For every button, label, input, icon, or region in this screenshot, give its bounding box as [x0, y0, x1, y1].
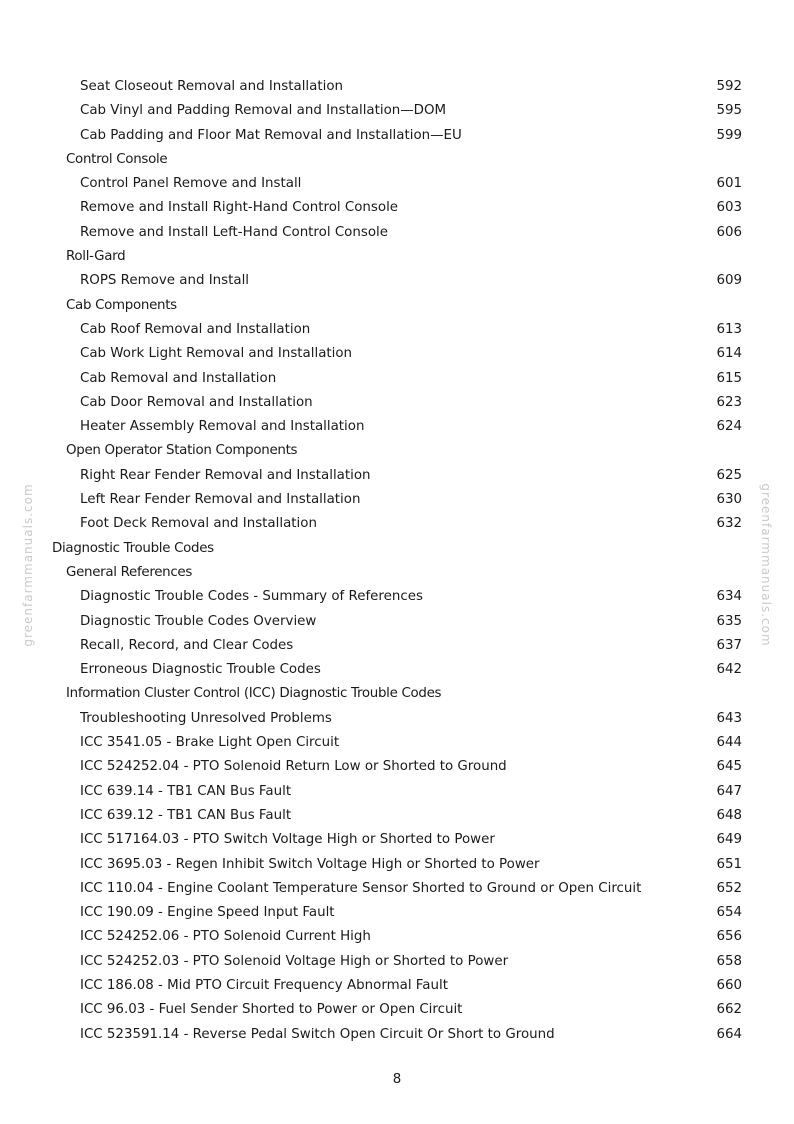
toc-entry[interactable] [0, 877, 794, 901]
toc-entry-page-number: 660 [716, 977, 742, 993]
toc-section-heading [0, 148, 794, 172]
toc-entry-title: ICC 517164.03 - PTO Switch Voltage High or Shorted to Power [80, 832, 495, 848]
toc-entry-page-number: 630 [716, 492, 742, 508]
toc-entry[interactable] [0, 391, 794, 415]
toc-entry[interactable] [0, 998, 794, 1022]
toc-entry-title: Diagnostic Trouble Codes Overview [80, 613, 317, 629]
toc-entry[interactable] [0, 610, 794, 634]
toc-entry[interactable] [0, 367, 794, 391]
toc-entry-page-number: 656 [716, 929, 742, 945]
toc-section-heading [0, 561, 794, 585]
toc-entry-title: ICC 524252.04 - PTO Solenoid Return Low or Shorted to Ground [80, 759, 507, 775]
toc-entry-page-number: 599 [716, 127, 742, 143]
toc-entry-title: ICC 639.14 - TB1 CAN Bus Fault [80, 783, 292, 799]
toc-entry[interactable] [0, 755, 794, 779]
toc-entry-page-number: 637 [716, 637, 742, 653]
toc-entry-page-number: 654 [716, 905, 742, 921]
toc-entry[interactable] [0, 464, 794, 488]
toc-entry-title: ICC 96.03 - Fuel Sender Shorted to Power or Open Circuit [80, 1002, 463, 1018]
toc-entry-page-number: 651 [716, 856, 742, 872]
toc-entry-title: Right Rear Fender Removal and Installation [80, 467, 371, 483]
toc-section-heading [0, 537, 794, 561]
toc-entry-page-number: 592 [716, 79, 742, 94]
toc-entry[interactable] [0, 974, 794, 998]
toc-entry[interactable] [0, 828, 794, 852]
toc-entry-title: Information Cluster Control (ICC) Diagnostic Trouble Codes [66, 686, 442, 702]
toc-entry-page-number: 658 [716, 953, 742, 969]
toc-entry-title: Roll-Gard [66, 249, 126, 265]
toc-entry-page-number: 595 [716, 103, 742, 119]
toc-entry[interactable] [0, 269, 794, 293]
toc-section-heading [0, 682, 794, 706]
toc-entry-page-number: 634 [716, 589, 742, 605]
toc-entry[interactable] [0, 124, 794, 148]
toc-entry-page-number: 645 [716, 759, 742, 775]
toc-entry[interactable] [0, 75, 794, 99]
toc-entry-title: Remove and Install Right-Hand Control Console [80, 200, 399, 216]
toc-entry-title: ICC 523591.14 - Reverse Pedal Switch Open Circuit Or Short to Ground [80, 1026, 555, 1042]
toc-entry[interactable] [0, 1023, 794, 1047]
toc-entry-page-number: 644 [716, 735, 742, 751]
toc-entry[interactable] [0, 853, 794, 877]
toc-entry[interactable] [0, 804, 794, 828]
toc-entry-page-number: 606 [716, 224, 742, 240]
toc-entry-title: Cab Work Light Removal and Installation [80, 346, 353, 362]
toc-entry-title: Erroneous Diagnostic Trouble Codes [80, 662, 321, 678]
toc-entry-title: Troubleshooting Unresolved Problems [80, 710, 332, 726]
toc-entry[interactable] [0, 512, 794, 536]
toc-entry-title: Remove and Install Left-Hand Control Console [80, 224, 388, 240]
toc-entry[interactable] [0, 318, 794, 342]
table-of-contents [0, 75, 794, 1047]
toc-entry[interactable] [0, 342, 794, 366]
toc-entry[interactable] [0, 488, 794, 512]
toc-entry-page-number: 624 [716, 419, 742, 435]
toc-entry-page-number: 643 [716, 710, 742, 726]
toc-entry-title: Recall, Record, and Clear Codes [80, 637, 294, 653]
toc-entry-page-number: 642 [716, 662, 742, 678]
toc-entry[interactable] [0, 780, 794, 804]
toc-entry-title: Cab Components [66, 297, 177, 313]
toc-entry-page-number: 647 [716, 783, 742, 799]
toc-entry-page-number: 603 [716, 200, 742, 216]
toc-entry-title: ICC 3695.03 - Regen Inhibit Switch Voltage High or Shorted to Power [80, 856, 540, 872]
toc-entry[interactable] [0, 585, 794, 609]
toc-entry[interactable] [0, 196, 794, 220]
toc-entry-page-number: 664 [716, 1026, 742, 1042]
toc-entry-title: ICC 524252.03 - PTO Solenoid Voltage High or Shorted to Power [80, 953, 509, 969]
toc-entry[interactable] [0, 731, 794, 755]
toc-entry-title: Control Panel Remove and Install [80, 176, 302, 192]
toc-entry-page-number: 615 [716, 370, 742, 386]
toc-entry-page-number: 632 [716, 516, 742, 532]
watermark-right: greenfarmmanuals.com [759, 483, 773, 647]
toc-entry-title: Cab Removal and Installation [80, 370, 277, 386]
page-number: 8 [392, 1072, 402, 1087]
toc-entry-title: General References [66, 564, 193, 580]
toc-entry-title: ROPS Remove and Install [80, 273, 250, 289]
toc-entry-page-number: 652 [716, 880, 742, 896]
toc-entry-page-number: 649 [716, 832, 742, 848]
toc-entry-title: Cab Door Removal and Installation [80, 394, 313, 410]
toc-entry-title: ICC 524252.06 - PTO Solenoid Current High [80, 929, 371, 945]
toc-entry-page-number: 601 [716, 176, 742, 192]
toc-entry-title: ICC 3541.05 - Brake Light Open Circuit [80, 735, 340, 751]
toc-entry-title: Cab Padding and Floor Mat Removal and Installation—EU [80, 127, 462, 143]
toc-entry-page-number: 625 [716, 467, 742, 483]
toc-entry[interactable] [0, 415, 794, 439]
toc-entry[interactable] [0, 634, 794, 658]
toc-section-heading [0, 245, 794, 269]
toc-entry-page-number: 614 [716, 346, 742, 362]
toc-entry-title: Cab Vinyl and Padding Removal and Installation—DOM [80, 103, 447, 119]
toc-entry[interactable] [0, 925, 794, 949]
toc-entry-title: ICC 639.12 - TB1 CAN Bus Fault [80, 807, 292, 823]
toc-entry[interactable] [0, 950, 794, 974]
toc-entry[interactable] [0, 99, 794, 123]
watermark-left: greenfarmmanuals.com [21, 483, 35, 647]
toc-entry[interactable] [0, 658, 794, 682]
toc-entry-page-number: 613 [716, 321, 742, 337]
toc-entry-page-number: 635 [716, 613, 742, 629]
toc-section-heading [0, 439, 794, 463]
toc-entry-title: Diagnostic Trouble Codes - Summary of References [80, 589, 423, 605]
toc-entry-title: ICC 110.04 - Engine Coolant Temperature Sensor Shorted to Ground or Open Circuit [80, 880, 642, 896]
toc-entry-title: Left Rear Fender Removal and Installation [80, 492, 361, 508]
toc-entry-title: Control Console [66, 151, 168, 167]
toc-entry[interactable] [0, 707, 794, 731]
toc-entry-page-number: 623 [716, 394, 742, 410]
toc-entry-title: ICC 190.09 - Engine Speed Input Fault [80, 905, 335, 921]
toc-entry-title: Open Operator Station Components [66, 443, 298, 459]
toc-entry-title: Seat Closeout Removal and Installation [80, 79, 344, 94]
toc-entry-title: Diagnostic Trouble Codes [52, 540, 214, 556]
toc-entry[interactable] [0, 901, 794, 925]
toc-entry-title: ICC 186.08 - Mid PTO Circuit Frequency Abnormal Fault [80, 977, 448, 993]
toc-entry[interactable] [0, 172, 794, 196]
toc-entry-page-number: 662 [716, 1002, 742, 1018]
toc-entry-page-number: 648 [716, 807, 742, 823]
toc-entry-title: Cab Roof Removal and Installation [80, 321, 311, 337]
toc-entry-page-number: 609 [716, 273, 742, 289]
toc-entry-title: Heater Assembly Removal and Installation [80, 419, 365, 435]
toc-entry[interactable] [0, 221, 794, 245]
toc-section-heading [0, 294, 794, 318]
toc-entry-title: Foot Deck Removal and Installation [80, 516, 317, 532]
